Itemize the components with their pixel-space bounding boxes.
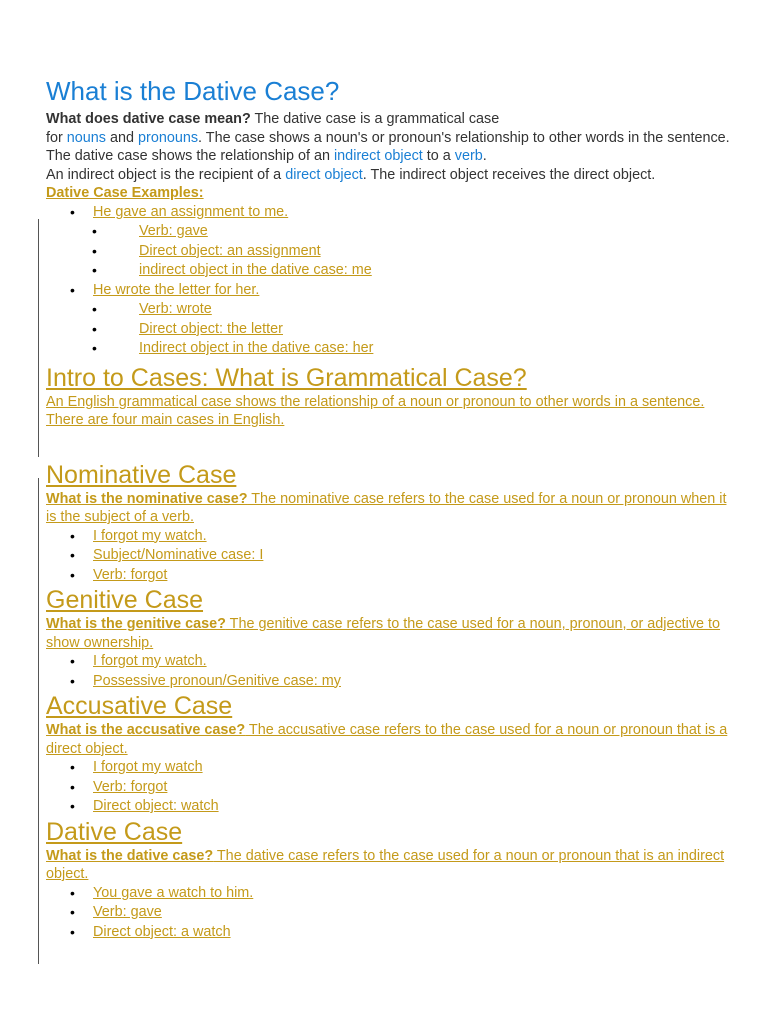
list-item: • Direct object: watch (46, 797, 736, 817)
list-item: • indirect object in the dative case: me (46, 261, 736, 281)
dative-heading[interactable]: Dative Case (46, 817, 183, 846)
verb-link[interactable]: verb (454, 148, 483, 164)
list-item: • Direct object: an assignment (46, 242, 736, 262)
list-item: • I forgot my watch. (46, 527, 736, 547)
list-item: • Verb: wrote (46, 300, 736, 320)
genitive-list (46, 652, 736, 691)
examples-heading[interactable]: Dative Case Examples: (46, 185, 204, 201)
nouns-link[interactable]: nouns (66, 129, 107, 146)
accusative-list (46, 758, 736, 817)
list-item: • You gave a watch to him. (46, 884, 736, 904)
list-item (46, 203, 736, 281)
list-item: • Verb: forgot (46, 566, 736, 586)
intro-question: What does dative case mean? (46, 111, 251, 127)
list-item (46, 281, 736, 359)
list-item: • Direct object: a watch (46, 923, 736, 943)
intro-paragraph: The dative case shows the relationship of an indirect object to a verb. (46, 148, 487, 164)
dative-definition[interactable]: What is the dative case? The dative case refers to the case used for a noun or pronoun that is an indirect object. (46, 847, 725, 882)
nominative-list (46, 527, 736, 586)
indirect-object-link[interactable]: indirect object (333, 148, 423, 164)
intro-cases-heading[interactable]: Intro to Cases: What is Grammatical Case? (46, 363, 527, 392)
nominative-heading[interactable]: Nominative Case (46, 460, 237, 489)
intro-cases-text[interactable]: An English grammatical case shows the relationship of a noun or pronoun to other words in a sentence. There are four main cases in English. (46, 393, 705, 428)
list-item: • Verb: gave (46, 222, 736, 242)
examples-list (46, 203, 736, 359)
example-link[interactable]: He gave an assignment to me. (93, 203, 289, 220)
pronouns-link[interactable]: pronouns (138, 129, 199, 146)
list-item: • I forgot my watch (46, 758, 736, 778)
document-page (46, 76, 736, 942)
left-margin-bar (38, 478, 39, 964)
direct-object-link[interactable]: direct object (285, 166, 363, 183)
intro-paragraph: An indirect object is the recipient of a direct object. The indirect object receives the direct object. (46, 166, 656, 183)
list-item: • Verb: gave (46, 903, 736, 923)
genitive-heading[interactable]: Genitive Case (46, 586, 204, 614)
nominative-definition[interactable]: What is the nominative case? The nominative case refers to the case used for a noun or pronoun when it is the subject of a verb. (46, 490, 727, 525)
list-item: • Direct object: the letter (46, 320, 736, 340)
list-item: • Verb: forgot (46, 778, 736, 798)
list-item: • Possessive pronoun/Genitive case: my (46, 672, 736, 692)
accusative-heading[interactable]: Accusative Case (46, 692, 233, 720)
list-item: • I forgot my watch. (46, 652, 736, 672)
genitive-definition[interactable]: What is the genitive case? The genitive case refers to the case used for a noun, pronoun, or adjective to show ownership. (46, 616, 721, 651)
example-link[interactable]: He wrote the letter for her. (93, 281, 260, 298)
intro-paragraph: What does dative case mean? The dative case is a grammatical case for nouns and pronouns. The case shows a noun's or pronoun's relationship to other words in the sentence. (46, 111, 730, 146)
left-margin-bar (38, 219, 39, 457)
page-title: What is the Dative Case? (46, 76, 340, 106)
list-item: • Subject/Nominative case: I (46, 546, 736, 566)
dative-list (46, 884, 736, 943)
list-item: • Indirect object in the dative case: her (46, 339, 736, 359)
accusative-definition[interactable]: What is the accusative case? The accusative case refers to the case used for a noun or pronoun that is a direct object. (46, 722, 728, 757)
